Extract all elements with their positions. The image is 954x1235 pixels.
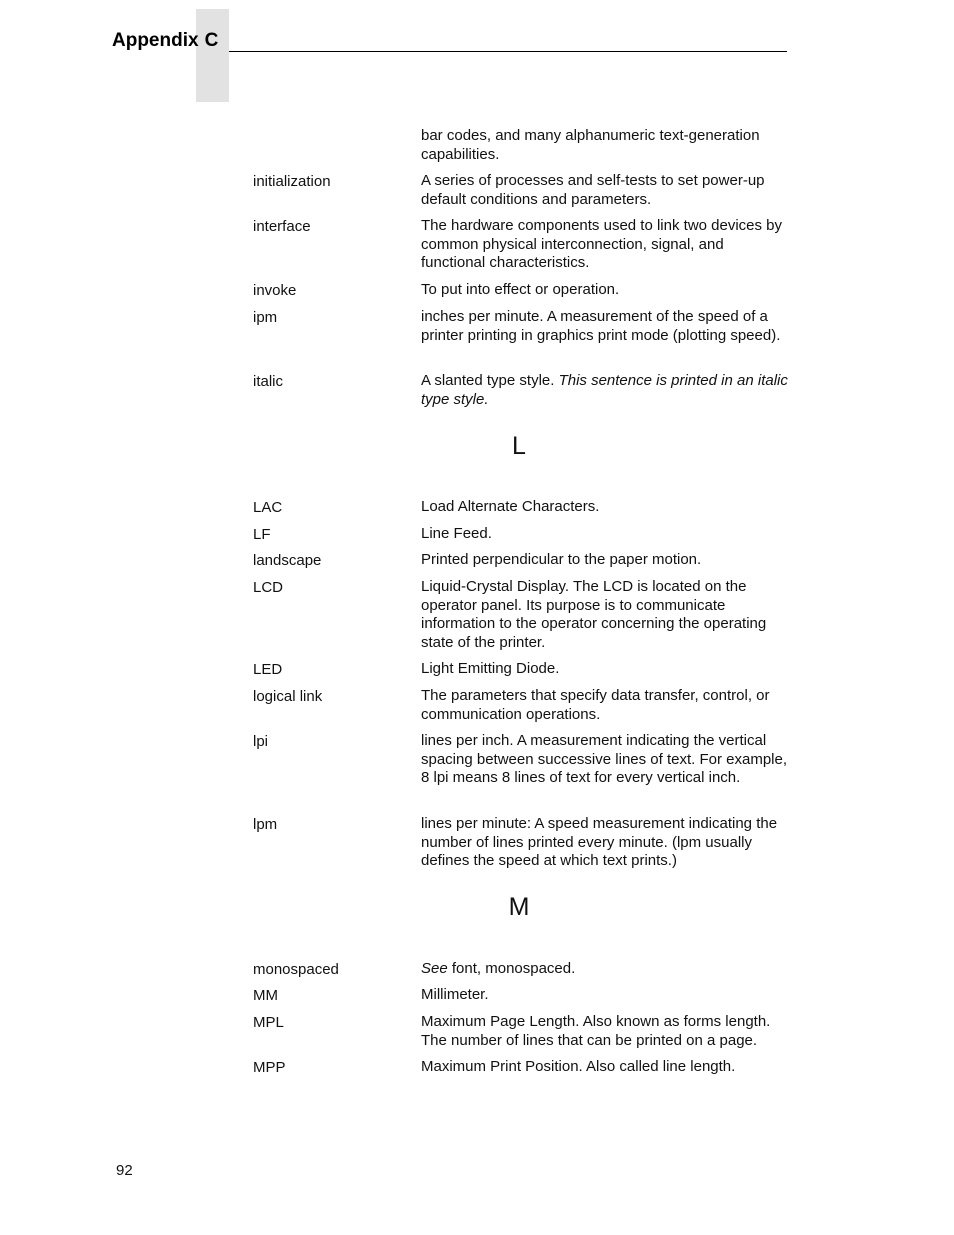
entry-definition: Maximum Page Length. Also known as forms length. The number of lines that can be printed on a page. [421, 1013, 771, 1049]
header-letter: C [204, 30, 219, 51]
entry-definition: Maximum Print Position. Also called line length. [421, 1058, 736, 1075]
entry-term: MPP [253, 1059, 286, 1076]
entry-term: ipm [253, 309, 278, 326]
entry-definition: Liquid-Crystal Display. The LCD is located on the operator panel. Its purpose is to communicate information to the operator concerning the operating state of the printer. [421, 578, 767, 652]
entry-term: LAC [253, 499, 283, 516]
entry-term: interface [253, 218, 311, 235]
entry-term: lpi [253, 733, 269, 750]
entry-definition: To put into effect or operation. [421, 281, 620, 298]
entry-term: logical link [253, 688, 323, 705]
header-rule [229, 51, 787, 52]
entry-term: LF [253, 526, 271, 543]
entry-definition: Load Alternate Characters. [421, 498, 600, 515]
page-number: 92 [116, 1162, 133, 1179]
entry-term: italic [253, 373, 284, 390]
entry-definition: Printed perpendicular to the paper motion. [421, 551, 702, 568]
header-section: Appendix [112, 30, 199, 51]
entry-definition: lines per inch. A measurement indicating the vertical spacing between successive lines of text. For example, 8 lpi means 8 lines of text for every vertical inch. [421, 732, 788, 787]
section-heading-m: M [508, 893, 530, 921]
entry-term: LCD [253, 579, 284, 596]
entry-term: MPL [253, 1014, 284, 1031]
entry-definition: A series of processes and self-tests to set power-up default conditions and parameters. [421, 172, 765, 208]
entry-term: landscape [253, 552, 322, 569]
entry-definition [421, 960, 791, 979]
entry-definition [421, 372, 791, 409]
entry-definition: Line Feed. [421, 525, 492, 542]
definition-plain: A slanted type style. [421, 372, 559, 389]
entry-definition: lines per minute: A speed measurement indicating the number of lines printed every minute. (lpm usually defines the speed at which text prints.) [421, 815, 778, 870]
entry-term: monospaced [253, 961, 339, 978]
entry-definition: Millimeter. [421, 986, 489, 1003]
entry-definition: The hardware components used to link two devices by common physical interconnection, signal, and functional characteristics. [421, 217, 783, 272]
entry-term: MM [253, 987, 278, 1004]
section-heading-l: L [512, 432, 526, 460]
entry-term: LED [253, 661, 283, 678]
definition-italic: This sentence is printed in an italic type style. [421, 372, 788, 408]
page-header [112, 29, 218, 53]
entry-definition: bar codes, and many alphanumeric text-generation capabilities. [421, 127, 760, 163]
entry-definition: Light Emitting Diode. [421, 660, 560, 677]
definition-plain: font, monospaced. [447, 960, 576, 977]
entry-term: lpm [253, 816, 278, 833]
entry-definition: The parameters that specify data transfer, control, or communication operations. [421, 687, 770, 723]
entry-term: initialization [253, 173, 331, 190]
header-tab [196, 9, 229, 102]
definition-italic: See [421, 960, 448, 977]
entry-definition: inches per minute. A measurement of the speed of a printer printing in graphics print mode (plotting speed). [421, 308, 781, 344]
entry-term: invoke [253, 282, 297, 299]
